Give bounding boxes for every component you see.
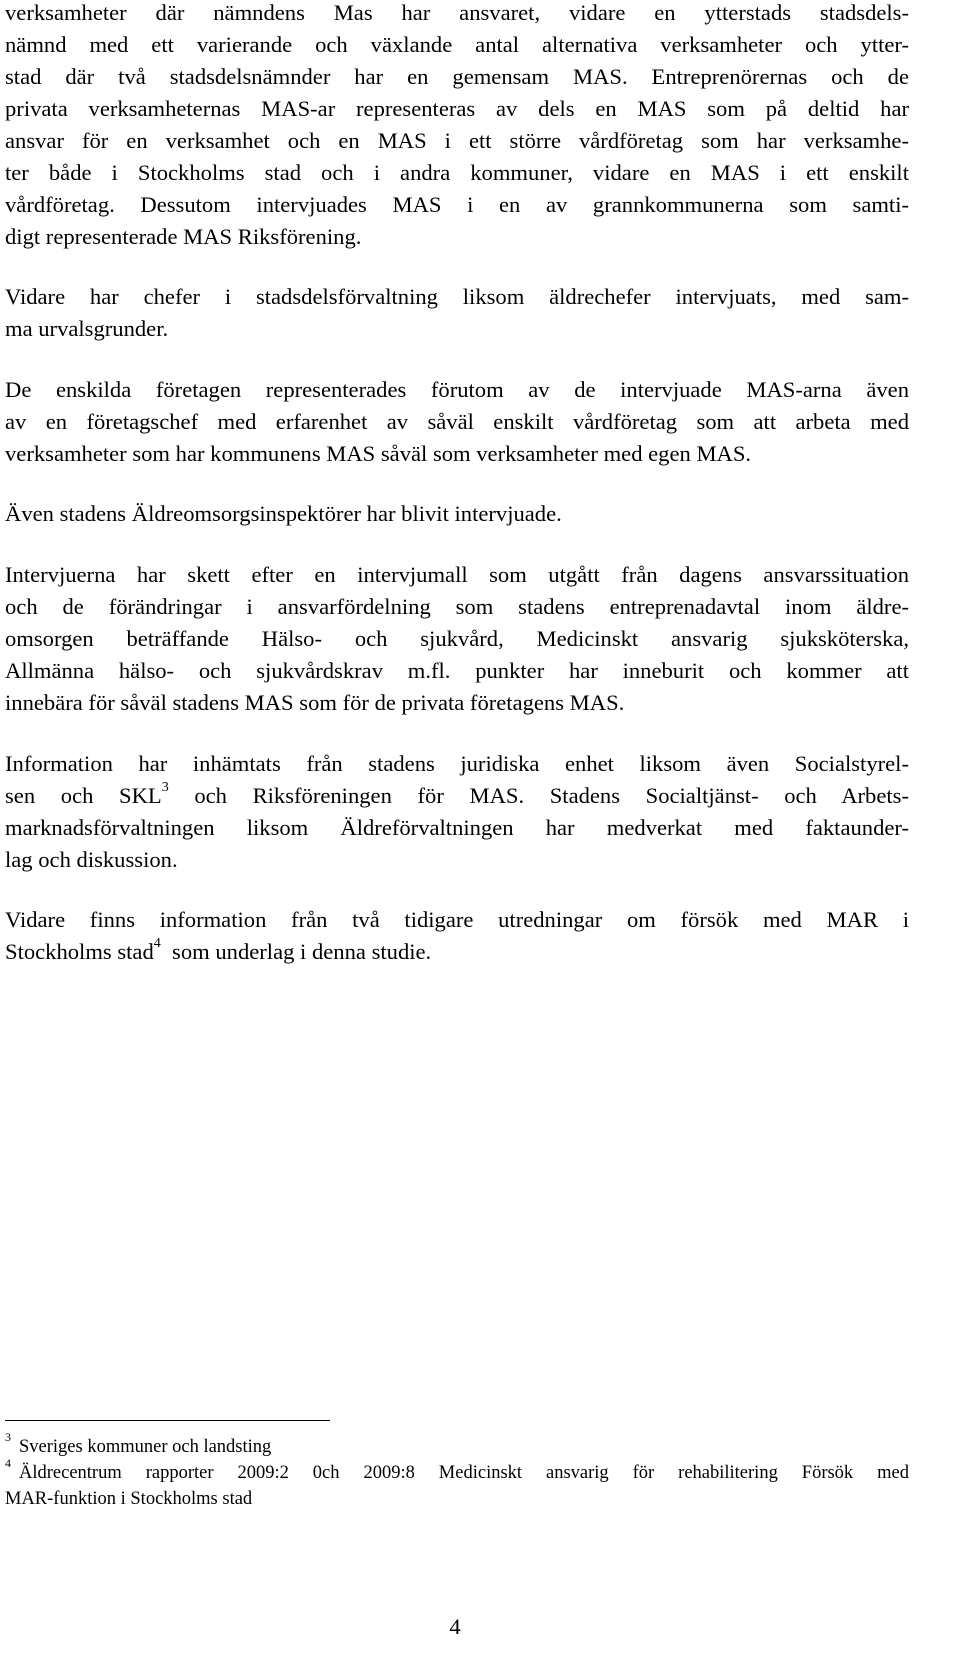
paragraph-6-line-2	[5, 780, 909, 812]
paragraph-6-line-4: lag och diskussion.	[5, 847, 178, 872]
footnote-3-number: 3	[5, 1429, 11, 1444]
page-number: 4	[449, 1614, 461, 1639]
paragraph-1-line-4: privata verksamheternas MAS-ar representeras av dels en MAS som på deltid har	[5, 96, 909, 121]
paragraph-1-line-5: ansvar för en verksamhet och en MAS i ett större vårdföretag som har verksamhe-	[5, 128, 909, 153]
footnote-ref-3: 3	[161, 780, 169, 796]
paragraph-5-line-2: och de förändringar i ansvarfördelning som stadens entreprenadavtal inom äldre-	[5, 594, 909, 619]
footnote-ref-4: 4	[153, 936, 161, 952]
footnote-4-text-1: Äldrecentrum rapporter 2009:2 0ch 2009:8 Medicinskt ansvarig för rehabilitering Försök med	[19, 1463, 909, 1483]
footnote-separator	[5, 1420, 330, 1421]
paragraph-3-line-2: av en företagschef med erfarenhet av såväl enskilt vårdföretag som att arbeta med	[5, 409, 909, 434]
paragraph-3-line-1: De enskilda företagen representerades förutom av de intervjuade MAS-arna även	[5, 377, 909, 402]
paragraph-2-line-1: Vidare har chefer i stadsdelsförvaltning liksom äldrechefer intervjuats, med sam-	[5, 284, 909, 309]
footnote-4-line-1	[5, 1455, 909, 1486]
paragraph-1-line-7: vårdföretag. Dessutom intervjuades MAS i en av grannkommunerna som samti-	[5, 192, 909, 217]
paragraph-6-line-2-pre: sen och SKL	[5, 783, 162, 808]
footnote-3	[5, 1429, 909, 1460]
paragraph-5-line-1: Intervjuerna har skett efter en intervjumall som utgått från dagens ansvarssituation	[5, 562, 909, 587]
paragraph-7-line-2-pre: Stockholms stad	[5, 939, 154, 964]
footnote-4-number: 4	[5, 1455, 11, 1470]
paragraph-5-line-5: innebära för såväl stadens MAS som för de privata företagens MAS.	[5, 690, 625, 715]
paragraph-1-line-8: digt representerade MAS Riksförening.	[5, 224, 362, 249]
paragraph-2-line-2: ma urvalsgrunder.	[5, 316, 169, 341]
paragraph-1-line-1: verksamheter där nämndens Mas har ansvaret, vidare en ytterstads stadsdels-	[5, 0, 909, 25]
paragraph-6-line-1: Information har inhämtats från stadens juridiska enhet liksom även Socialstyrel-	[5, 751, 909, 776]
paragraph-1-line-2: nämnd med ett varierande och växlande antal alternativa verksamheter och ytter-	[5, 32, 909, 57]
paragraph-7-line-1: Vidare finns information från två tidigare utredningar om försök med MAR i	[5, 907, 909, 932]
footnote-4-line-2: MAR-funktion i Stockholms stad	[5, 1489, 253, 1509]
paragraph-1-line-6: ter både i Stockholms stad och i andra kommuner, vidare en MAS i ett enskilt	[5, 160, 909, 185]
paragraph-7-line-2-post: som underlag i denna studie.	[160, 939, 432, 964]
paragraph-1-line-3: stad där två stadsdelsnämnder har en gemensam MAS. Entreprenörernas och de	[5, 64, 909, 89]
paragraph-6-line-3: marknadsförvaltningen liksom Äldreförvaltningen har medverkat med faktaunder-	[5, 815, 909, 840]
footnote-3-text: Sveriges kommuner och landsting	[19, 1437, 272, 1457]
paragraph-5-line-3: omsorgen beträffande Hälso- och sjukvård, Medicinskt ansvarig sjuksköterska,	[5, 626, 909, 651]
paragraph-5-line-4: Allmänna hälso- och sjukvårdskrav m.fl. punkter har inneburit och kommer att	[5, 658, 909, 683]
paragraph-3-line-3: verksamheter som har kommunens MAS såväl som verksamheter med egen MAS.	[5, 441, 752, 466]
paragraph-4-line-1: Även stadens Äldreomsorgsinspektörer har blivit intervjuade.	[5, 501, 562, 526]
paragraph-6-line-2-post: och Riksföreningen för MAS. Stadens Socialtjänst- och Arbets-	[168, 783, 909, 808]
paragraph-7-line-2	[5, 936, 909, 968]
